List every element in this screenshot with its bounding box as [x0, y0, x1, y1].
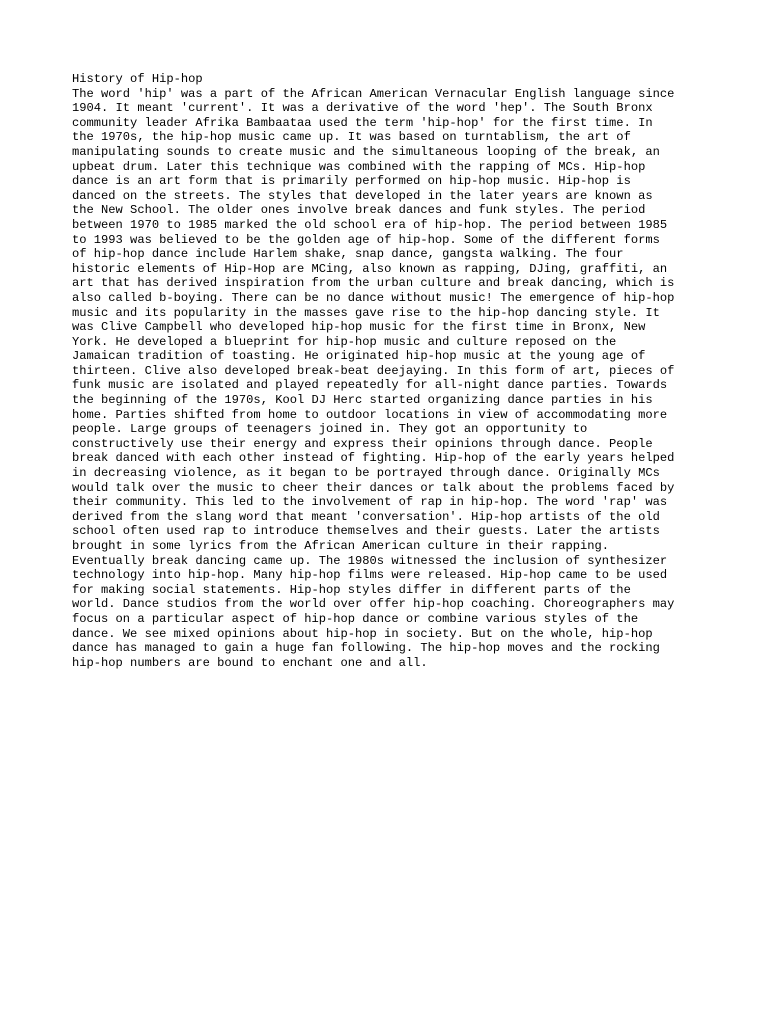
body-line: funk music are isolated and played repeatedly for all-night dance parties. Towards	[72, 378, 668, 393]
body-line: the New School. The older ones involve break dances and funk styles. The period	[72, 203, 646, 218]
body-line: the beginning of the 1970s, Kool DJ Herc started organizing dance parties in his	[72, 393, 653, 408]
body-line: was Clive Campbell who developed hip-hop music for the first time in Bronx, New	[72, 320, 646, 335]
body-line: upbeat drum. Later this technique was combined with the rapping of MCs. Hip-hop	[72, 159, 646, 174]
body-line: school often used rap to introduce themselves and their guests. Later the artists	[72, 524, 660, 539]
body-line: thirteen. Clive also developed break-beat deejaying. In this form of art, pieces of	[72, 363, 675, 378]
body-line: break danced with each other instead of fighting. Hip-hop of the early years helped	[72, 451, 675, 466]
body-line: dance is an art form that is primarily performed on hip-hop music. Hip-hop is	[72, 174, 631, 189]
document-page	[72, 72, 712, 670]
body-line: their community. This led to the involvement of rap in hip-hop. The word 'rap' was	[72, 495, 668, 510]
body-line: The word 'hip' was a part of the African American Vernacular English language since	[72, 86, 675, 101]
body-line: historic elements of Hip-Hop are MCing, also known as rapping, DJing, graffiti, an	[72, 261, 668, 276]
body-line: derived from the slang word that meant 'conversation'. Hip-hop artists of the old	[72, 509, 660, 524]
body-line: between 1970 to 1985 marked the old school era of hip-hop. The period between 1985	[72, 217, 668, 232]
body-line: dance has managed to gain a huge fan following. The hip-hop moves and the rocking	[72, 641, 660, 656]
body-line: of hip-hop dance include Harlem shake, snap dance, gangsta walking. The four	[72, 247, 624, 262]
body-line: art that has derived inspiration from the urban culture and break dancing, which is	[72, 276, 675, 291]
body-line: Eventually break dancing came up. The 1980s witnessed the inclusion of synthesizer	[72, 553, 668, 568]
body-line: also called b-boying. There can be no dance without music! The emergence of hip-hop	[72, 290, 675, 305]
document-title: History of Hip-hop	[72, 72, 203, 86]
body-line: community leader Afrika Bambaataa used the term 'hip-hop' for the first time. In	[72, 115, 653, 130]
body-line: would talk over the music to cheer their dances or talk about the problems faced by	[72, 480, 675, 495]
body-line: technology into hip-hop. Many hip-hop films were released. Hip-hop came to be used	[72, 568, 668, 583]
body-line: for making social statements. Hip-hop styles differ in different parts of the	[72, 582, 631, 597]
body-line: brought in some lyrics from the African American culture in their rapping.	[72, 539, 610, 553]
body-line: focus on a particular aspect of hip-hop dance or combine various styles of the	[72, 611, 639, 626]
body-line: hip-hop numbers are bound to enchant one and all.	[72, 655, 428, 670]
body-line: 1904. It meant 'current'. It was a derivative of the word 'hep'. The South Bronx	[72, 101, 653, 116]
body-line: the 1970s, the hip-hop music came up. It was based on turntablism, the art of	[72, 130, 631, 145]
body-line: people. Large groups of teenagers joined in. They got an opportunity to	[72, 422, 588, 437]
body-line: manipulating sounds to create music and the simultaneous looping of the break, an	[72, 144, 660, 159]
body-line: constructively use their energy and express their opinions through dance. People	[72, 436, 653, 451]
body-line: Jamaican tradition of toasting. He originated hip-hop music at the young age of	[72, 349, 646, 364]
body-line: York. He developed a blueprint for hip-hop music and culture reposed on the	[72, 334, 617, 349]
body-line: music and its popularity in the masses gave rise to the hip-hop dancing style. It	[72, 305, 660, 320]
document-body	[72, 87, 712, 671]
body-line: in decreasing violence, as it began to be portrayed through dance. Originally MCs	[72, 466, 660, 481]
body-line: home. Parties shifted from home to outdoor locations in view of accommodating more	[72, 407, 668, 422]
body-line: danced on the streets. The styles that developed in the later years are known as	[72, 188, 653, 203]
body-line: world. Dance studios from the world over offer hip-hop coaching. Choreographers may	[72, 597, 675, 612]
body-line: dance. We see mixed opinions about hip-hop in society. But on the whole, hip-hop	[72, 626, 653, 641]
body-line: to 1993 was believed to be the golden age of hip-hop. Some of the different forms	[72, 232, 660, 247]
